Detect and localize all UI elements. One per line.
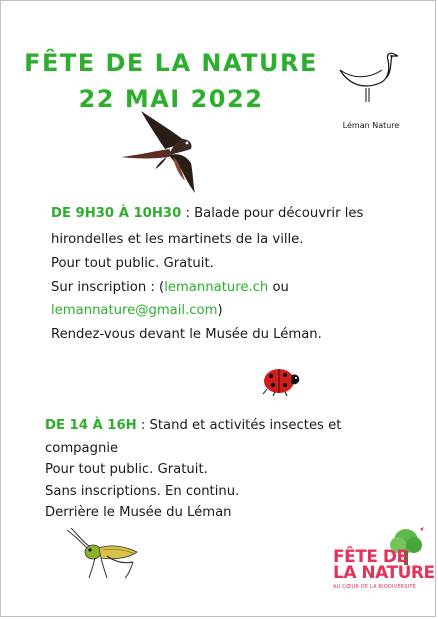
logo-line: FÊTE DE — [333, 547, 408, 567]
event-line: Derrière le Musée du Léman — [45, 505, 232, 520]
website-link[interactable]: lemannature.ch — [164, 280, 269, 295]
event-line — [51, 303, 223, 318]
ladybug-icon — [259, 363, 301, 397]
event-title: FÊTE DE LA NATURE — [24, 49, 318, 77]
logo-line: LA NATURE — [333, 563, 435, 583]
event-line: Pour tout public. Gratuit. — [51, 256, 214, 271]
registration-text: Sur inscription : ( — [51, 280, 165, 295]
event-description: : Stand et activités insectes et — [136, 418, 342, 433]
email-link[interactable]: lemannature@gmail.com — [51, 303, 218, 318]
event-line — [51, 206, 363, 221]
event-line: Sans inscriptions. En continu. — [45, 484, 240, 499]
event-line: Pour tout public. Gratuit. — [45, 462, 208, 477]
fete-nature-logo — [333, 549, 435, 581]
event-line — [51, 280, 289, 295]
event-line — [45, 418, 341, 433]
registration-close: ) — [217, 303, 223, 318]
event-description: : Balade pour découvrir les — [181, 206, 364, 221]
logo-tagline: AU CŒUR DE LA BIODIVERSITÉ — [333, 584, 417, 590]
event-line: hirondelles et les martinets de la ville. — [51, 232, 304, 247]
event-time: DE 14 À 16H — [45, 418, 137, 433]
event-time: DE 9H30 À 10H30 — [51, 206, 182, 221]
logo-label: Léman Nature — [342, 121, 400, 130]
registration-or: ou — [268, 280, 289, 295]
swallow-icon — [119, 105, 211, 197]
grasshopper-icon — [63, 528, 141, 580]
event-line: Rendez-vous devant le Musée du Léman. — [51, 327, 322, 342]
event-date: 22 MAI 2022 — [78, 85, 264, 113]
event-line: compagnie — [45, 441, 119, 456]
bird-logo-icon — [336, 46, 398, 104]
